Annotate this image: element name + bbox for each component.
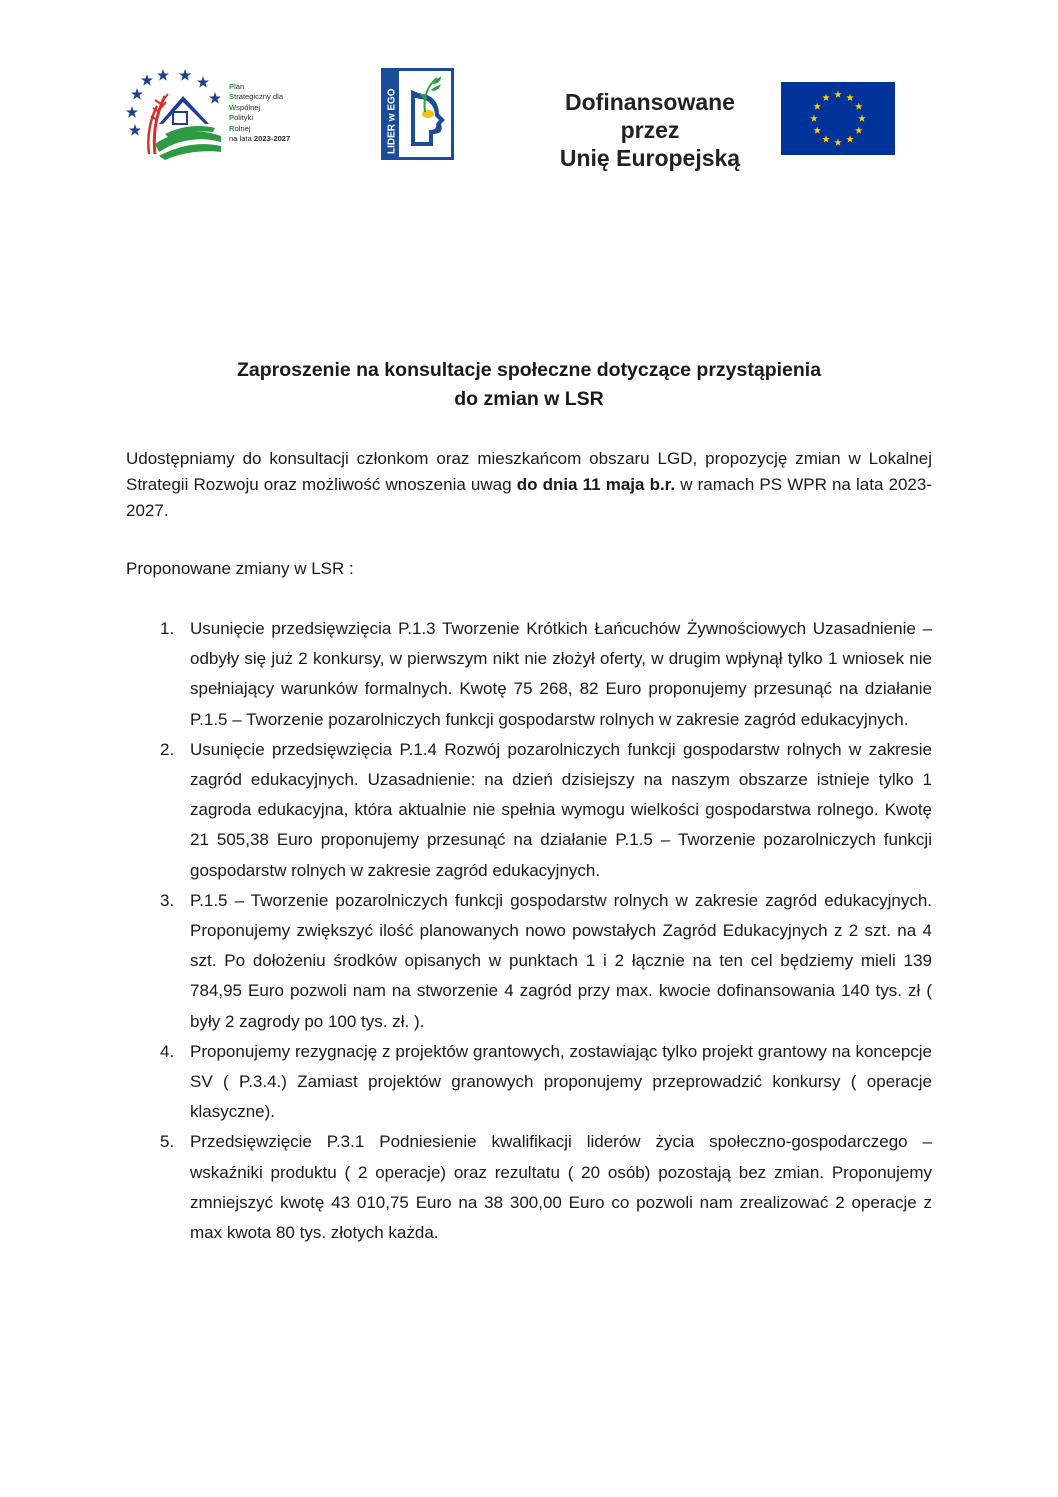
changes-lead: Proponowane zmiany w LSR : xyxy=(126,559,354,578)
ps-wpr-logo-text xyxy=(229,82,290,144)
list-item-number: 3. xyxy=(160,890,175,910)
list-item-text: P.1.5 – Tworzenie pozarolniczych funkcji gospodarstw rolnych w zakresie zagród edukacyjnych. Proponujemy zwiększyć ilość planowanych nowo powstałych Zagród Edukacyjnych z 2 szt. na 4 szt. Po dołożeniu środków opisanych w punktach 1 i 2 łącznie na ten cel będziemy mieli 139 784,95 Euro pozwoli nam na stworzenie 4 zagród przy max. kwocie dofinansowania 140 tys. zł ( były 2 zagrody po 100 tys. zł. ). xyxy=(190,890,932,1031)
list-item xyxy=(126,614,932,735)
ps-line: Rolnej xyxy=(229,123,251,133)
ps-line: Wspólnej xyxy=(229,102,261,112)
logo-header xyxy=(0,0,1058,180)
lider-w-ego-icon xyxy=(381,68,454,160)
list-item-number: 2. xyxy=(160,739,175,759)
title-line1: Zaproszenie na konsultacje społeczne dotyczące przystąpienia xyxy=(236,359,822,381)
eu-text-line2: Unię Europejską xyxy=(559,145,741,171)
ps-wpr-logo xyxy=(125,66,305,162)
list-item-text: Usunięcie przedsięwzięcia P.1.4 Rozwój pozarolniczych funkcji gospodarstw rolnych w zakresie zagród edukacyjnych. Uzasadnienie: na dzień dzisiejszy na naszym obszarze istnieje tylko 1 zagroda edukacyjna, która aktualnie nie spełnia wymogu wielkości gospodarstwa rolnego. Kwotę 21 505,38 Euro proponujemy przesunąć na działanie P.1.5 – Tworzenie pozarolniczych funkcji gospodarstw rolnych w zakresie zagród edukacyjnych. xyxy=(190,739,932,880)
title-line2: do zmian w LSR xyxy=(454,388,604,410)
ps-wpr-emblem-icon xyxy=(125,66,229,162)
intro-deadline: do dnia 11 maja b.r. xyxy=(516,475,676,494)
ps-line: na lata 2023-2027 xyxy=(229,134,291,144)
svg-text:LIDER w EGO: LIDER w EGO xyxy=(386,88,398,154)
list-item-number: 5. xyxy=(160,1132,175,1152)
list-item-text: Proponujemy rezygnację z projektów grantowych, zostawiając tylko projekt grantowy na koncepcje SV ( P.3.4.) Zamiast projektów granowych proponujemy przeprowadzić konkursy ( operacje klasyczne). xyxy=(190,1041,932,1122)
list-item-text: Przedsięwzięcie P.3.1 Podniesienie kwalifikacji liderów życia społeczno-gospodarczego – wskaźniki produktu ( 2 operacje) oraz rezultatu ( 20 osób) pozostają bez zmian. Proponujemy zmniejszyć kwotę 43 010,75 Euro na 38 300,00 Euro co pozwoli nam zrealizować 2 operacje z max kwota 80 tys. złotych każda. xyxy=(190,1132,932,1243)
list-item xyxy=(126,735,932,886)
changes-list xyxy=(126,614,932,1248)
list-item-text: Usunięcie przedsięwzięcia P.1.3 Tworzenie Krótkich Łańcuchów Żywnościowych Uzasadnienie – odbyły się już 2 konkursy, w pierwszym nikt nie złożył oferty, w drugim wpłynął tylko 1 wniosek nie spełniający warunków formalnych. Kwotę 75 268, 82 Euro proponujemy przesunąć na działanie P.1.5 – Tworzenie pozarolniczych funkcji gospodarstw rolnych w zakresie zagród edukacyjnych. xyxy=(190,619,932,729)
document-title xyxy=(128,356,930,414)
intro-text-before: Udostępniamy do konsultacji członkom oraz mieszkańcom obszaru LGD, propozycję zmian w Lokalnej Strategii Rozwoju oraz możliwość wnoszenia uwag xyxy=(126,449,932,494)
ps-line: Polityki xyxy=(229,113,254,123)
intro-paragraph xyxy=(126,446,932,524)
ps-line: Plan xyxy=(229,82,245,91)
list-item xyxy=(126,886,932,1037)
list-item-number: 1. xyxy=(160,619,175,638)
eu-cofinancing-text xyxy=(535,88,765,172)
eu-text-line1: Dofinansowane przez xyxy=(565,89,735,143)
eu-flag xyxy=(781,82,895,155)
list-item xyxy=(126,1037,932,1128)
list-item-number: 4. xyxy=(160,1041,175,1061)
lider-w-ego-logo xyxy=(381,68,454,160)
ps-line: Strategiczny dla xyxy=(229,92,284,102)
intro-text-after: w ramach PS WPR na lata 2023-2027. xyxy=(126,475,932,520)
eu-flag-icon xyxy=(781,82,895,155)
list-item xyxy=(126,1127,932,1248)
